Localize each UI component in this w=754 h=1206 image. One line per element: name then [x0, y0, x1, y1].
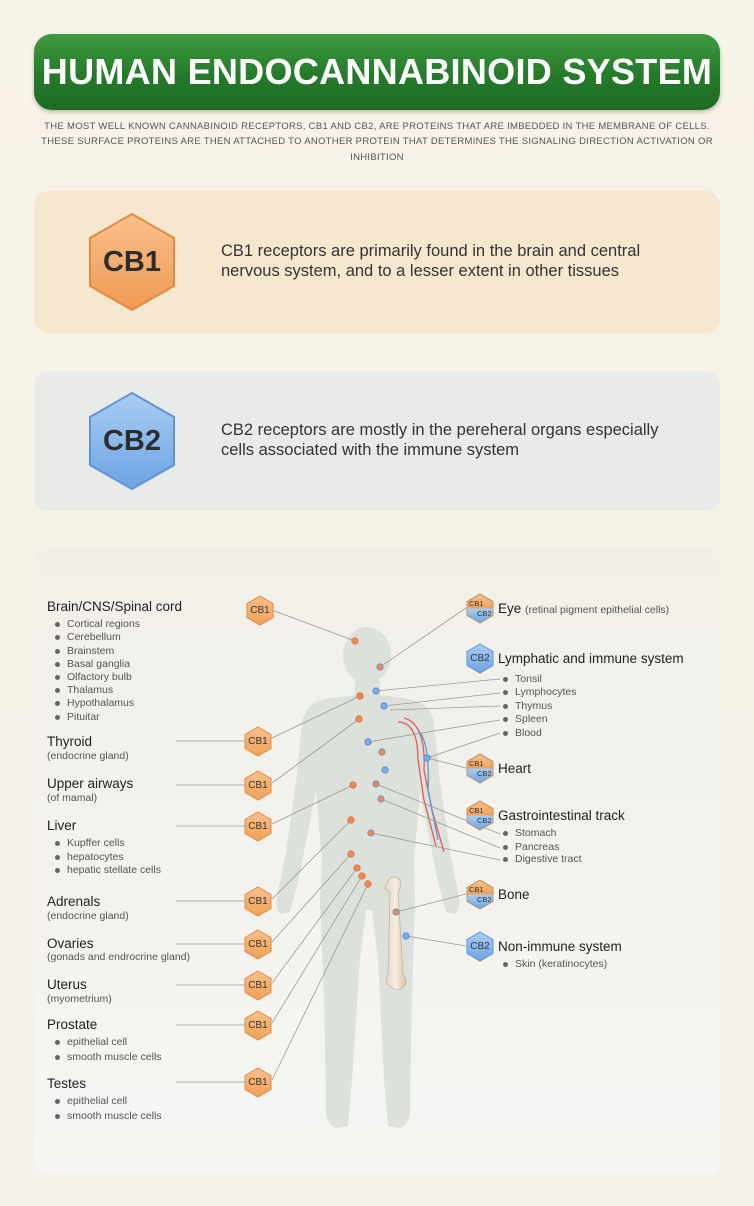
liver-item-3: hepatic stellate cells — [55, 864, 161, 876]
cb1-description-line-1: CB1 receptors are primarily found in the brain and central — [221, 242, 641, 260]
liver-item-2: hepatocytes — [55, 851, 124, 863]
thyroid-cb1-badge: CB1 — [244, 726, 272, 757]
organ-ovaries: Ovaries — [47, 936, 94, 951]
organ-prostate: Prostate — [47, 1017, 98, 1032]
uterus-cb1-badge: CB1 — [244, 970, 272, 1001]
organ-eye-note: (retinal pigment epithelial cells) — [525, 604, 670, 616]
gastro-item-1: Stomach — [503, 827, 556, 839]
brain-item-3: Brainstem — [55, 645, 114, 657]
organ-liver: Liver — [47, 818, 77, 833]
organ-heart: Heart — [498, 761, 532, 776]
lymphatic-item-1: Tonsil — [503, 673, 542, 685]
eye-cb1-cb2-badge: CB1 CB2 — [466, 593, 494, 624]
testes-item-2: smooth muscle cells — [55, 1110, 162, 1122]
organ-uterus: Uterus — [47, 977, 87, 992]
gastro-item-3: Digestive tract — [503, 853, 582, 865]
cb2-description-line-1: CB2 receptors are mostly in the pereheral organs especially — [221, 421, 659, 439]
lymphatic-item-2: Lymphocytes — [503, 686, 576, 698]
non-immune-cb2-badge: CB2 — [466, 931, 494, 962]
ovaries-note: (gonads and endrocrine gland) — [47, 951, 191, 963]
lymphatic-item-5: Blood — [503, 727, 542, 739]
cb1-description-line-2: nervous system, and to a lesser extent in other tissues — [221, 262, 620, 280]
lymphatic-cb2-badge: CB2 — [466, 643, 494, 674]
upper-airways-cb1-badge: CB1 — [244, 770, 272, 801]
organ-bone: Bone — [498, 887, 530, 902]
organ-brain: Brain/CNS/Spinal cord — [47, 599, 183, 614]
organ-upper-airways: Upper airways — [47, 776, 134, 791]
brain-item-2: Cerebellum — [55, 631, 121, 643]
organ-eye-name: Eye — [498, 601, 522, 616]
organ-lymphatic: Lymphatic and immune system — [498, 651, 684, 666]
lymphatic-item-3: Thymus — [503, 700, 552, 712]
brain-item-8: Pituitar — [55, 711, 100, 723]
brain-item-7: Hypothalamus — [55, 697, 134, 709]
cb2-description-line-2: cells associated with the immune system — [221, 441, 520, 459]
adrenals-cb1-badge: CB1 — [244, 886, 272, 917]
subtitle-line-2: THESE SURFACE PROTEINS ARE THEN ATTACHED TO ANOTHER PROTEIN THAT DETERMINES THE SIGNALING DIRECTION ACTIVATION OR INHIBITION — [41, 136, 713, 163]
uterus-note: (myometrium) — [47, 993, 112, 1005]
organ-gastrointestinal: Gastrointestinal track — [498, 808, 625, 823]
ovaries-cb1-badge: CB1 — [244, 929, 272, 960]
cb2-badge-label: CB2 — [102, 424, 161, 457]
brain-item-1: Cortical regions — [55, 618, 140, 630]
organ-thyroid: Thyroid — [47, 734, 93, 749]
upper-airways-note: (of mamal) — [47, 792, 98, 804]
subtitle-line-1: THE MOST WELL KNOWN CANNABINOID RECEPTORS, CB1 AND CB2, ARE PROTEINS THAT ARE IMBEDDED IN THE MEMBRANE OF CELLS. — [44, 121, 710, 132]
human-body-silhouette — [277, 627, 460, 1128]
prostate-item-2: smooth muscle cells — [55, 1051, 162, 1063]
organ-eye — [498, 601, 669, 616]
brain-cb1-badge: CB1 — [246, 595, 274, 626]
lymphatic-item-4: Spleen — [503, 713, 548, 725]
gastro-item-2: Pancreas — [503, 841, 559, 853]
cb1-badge-label: CB1 — [102, 245, 161, 278]
prostate-cb1-badge: CB1 — [244, 1010, 272, 1041]
bone-cb1-cb2-badge: CB1 CB2 — [466, 879, 494, 910]
gastrointestinal-cb1-cb2-badge: CB1 CB2 — [466, 800, 494, 831]
organ-testes: Testes — [47, 1076, 87, 1091]
testes-item-1: epithelial cell — [55, 1095, 127, 1107]
liver-cb1-badge: CB1 — [244, 811, 272, 842]
brain-item-5: Olfactory bulb — [55, 671, 132, 683]
non-immune-item-1: Skin (keratinocytes) — [503, 958, 607, 970]
brain-item-6: Thalamus — [55, 684, 113, 696]
organ-adrenals: Adrenals — [47, 894, 101, 909]
prostate-item-1: epithelial cell — [55, 1036, 127, 1048]
brain-item-4: Basal ganglia — [55, 658, 130, 670]
liver-item-1: Kupffer cells — [55, 837, 125, 849]
thyroid-note: (endocrine gland) — [47, 750, 129, 762]
organ-non-immune: Non-immune system — [498, 939, 622, 954]
adrenals-note: (endocrine gland) — [47, 910, 129, 922]
testes-cb1-badge: CB1 — [244, 1067, 272, 1098]
heart-cb1-cb2-badge: CB1 CB2 — [466, 753, 494, 784]
page-title: HUMAN ENDOCANNABINOID SYSTEM — [41, 51, 713, 92]
